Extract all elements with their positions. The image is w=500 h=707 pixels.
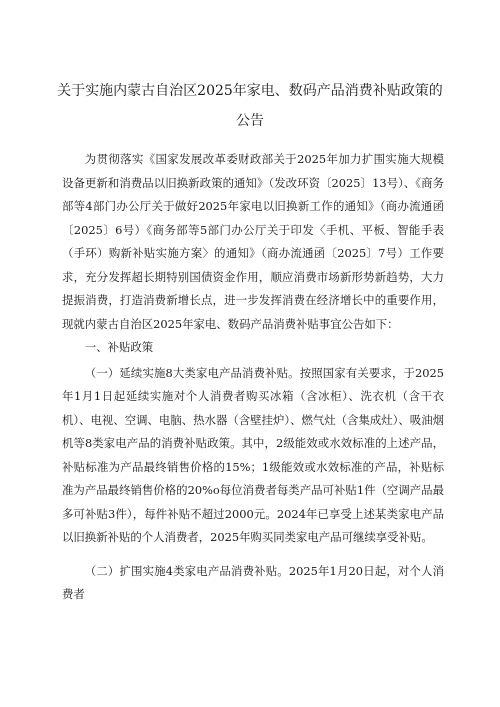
policy-item-2-paragraph: （二）扩围实施4类家电产品消费补贴。2025年1月20日起，对个人消费者 bbox=[62, 563, 444, 601]
section-heading-subsidy-policy: 一、补贴政策 bbox=[84, 340, 154, 354]
document-body bbox=[62, 148, 444, 607]
intro-paragraph: 为贯彻落实《国家发展改革委财政部关于2025年加力扩围实施大规模设备更新和消费品以旧换新政策的通知》（发改环资〔2025〕13号）、《商务部等4部门办公厅关于做好2025年家电以旧换新工作的通知》（商办流通函〔2025〕6号）《商务部等5部门办公厅关于印发〈手机、平板、智能手表（手环）购新补贴实施方案〉的通知》（商办流通函〔2025〕7号）工作要求，充分发挥超长期特别国债资金作用，顺应消费市场新形势新趋势，大力提振消费，打造消费新增长点，进一步发挥消费在经济增长中的重要作用，现就内蒙古自治区2025年家电、数码产品消费补贴事宜公告如下： bbox=[62, 152, 444, 331]
document-title: 关于实施内蒙古自治区2025年家电、数码产品消费补贴政策的公告 bbox=[57, 83, 443, 129]
policy-item-1-paragraph: （一）延续实施8大类家电产品消费补贴。按照国家有关要求，于2025年1月1日起延续实施对个人消费者购买冰箱（含冰柜）、洗衣机（含干衣机）、电视、空调、电脑、热水器（含壁挂炉）、燃气灶（含集成灶）、吸油烟机等8类家电产品的消费补贴政策。其中，2级能效或水效标准的上述产品，补贴标准为产品最终销售价格的15%；1级能效或水效标准的产品，补贴标准为产品最终销售价格的20%o每位消费者每类产品可补贴1件（空调产品最多可补贴3件），每件补贴不超过2000元。2024年已享受上述某类家电产品以旧换新补贴的个人消费者，2025年购买同类家电产品可继续享受补贴。 bbox=[62, 365, 444, 544]
